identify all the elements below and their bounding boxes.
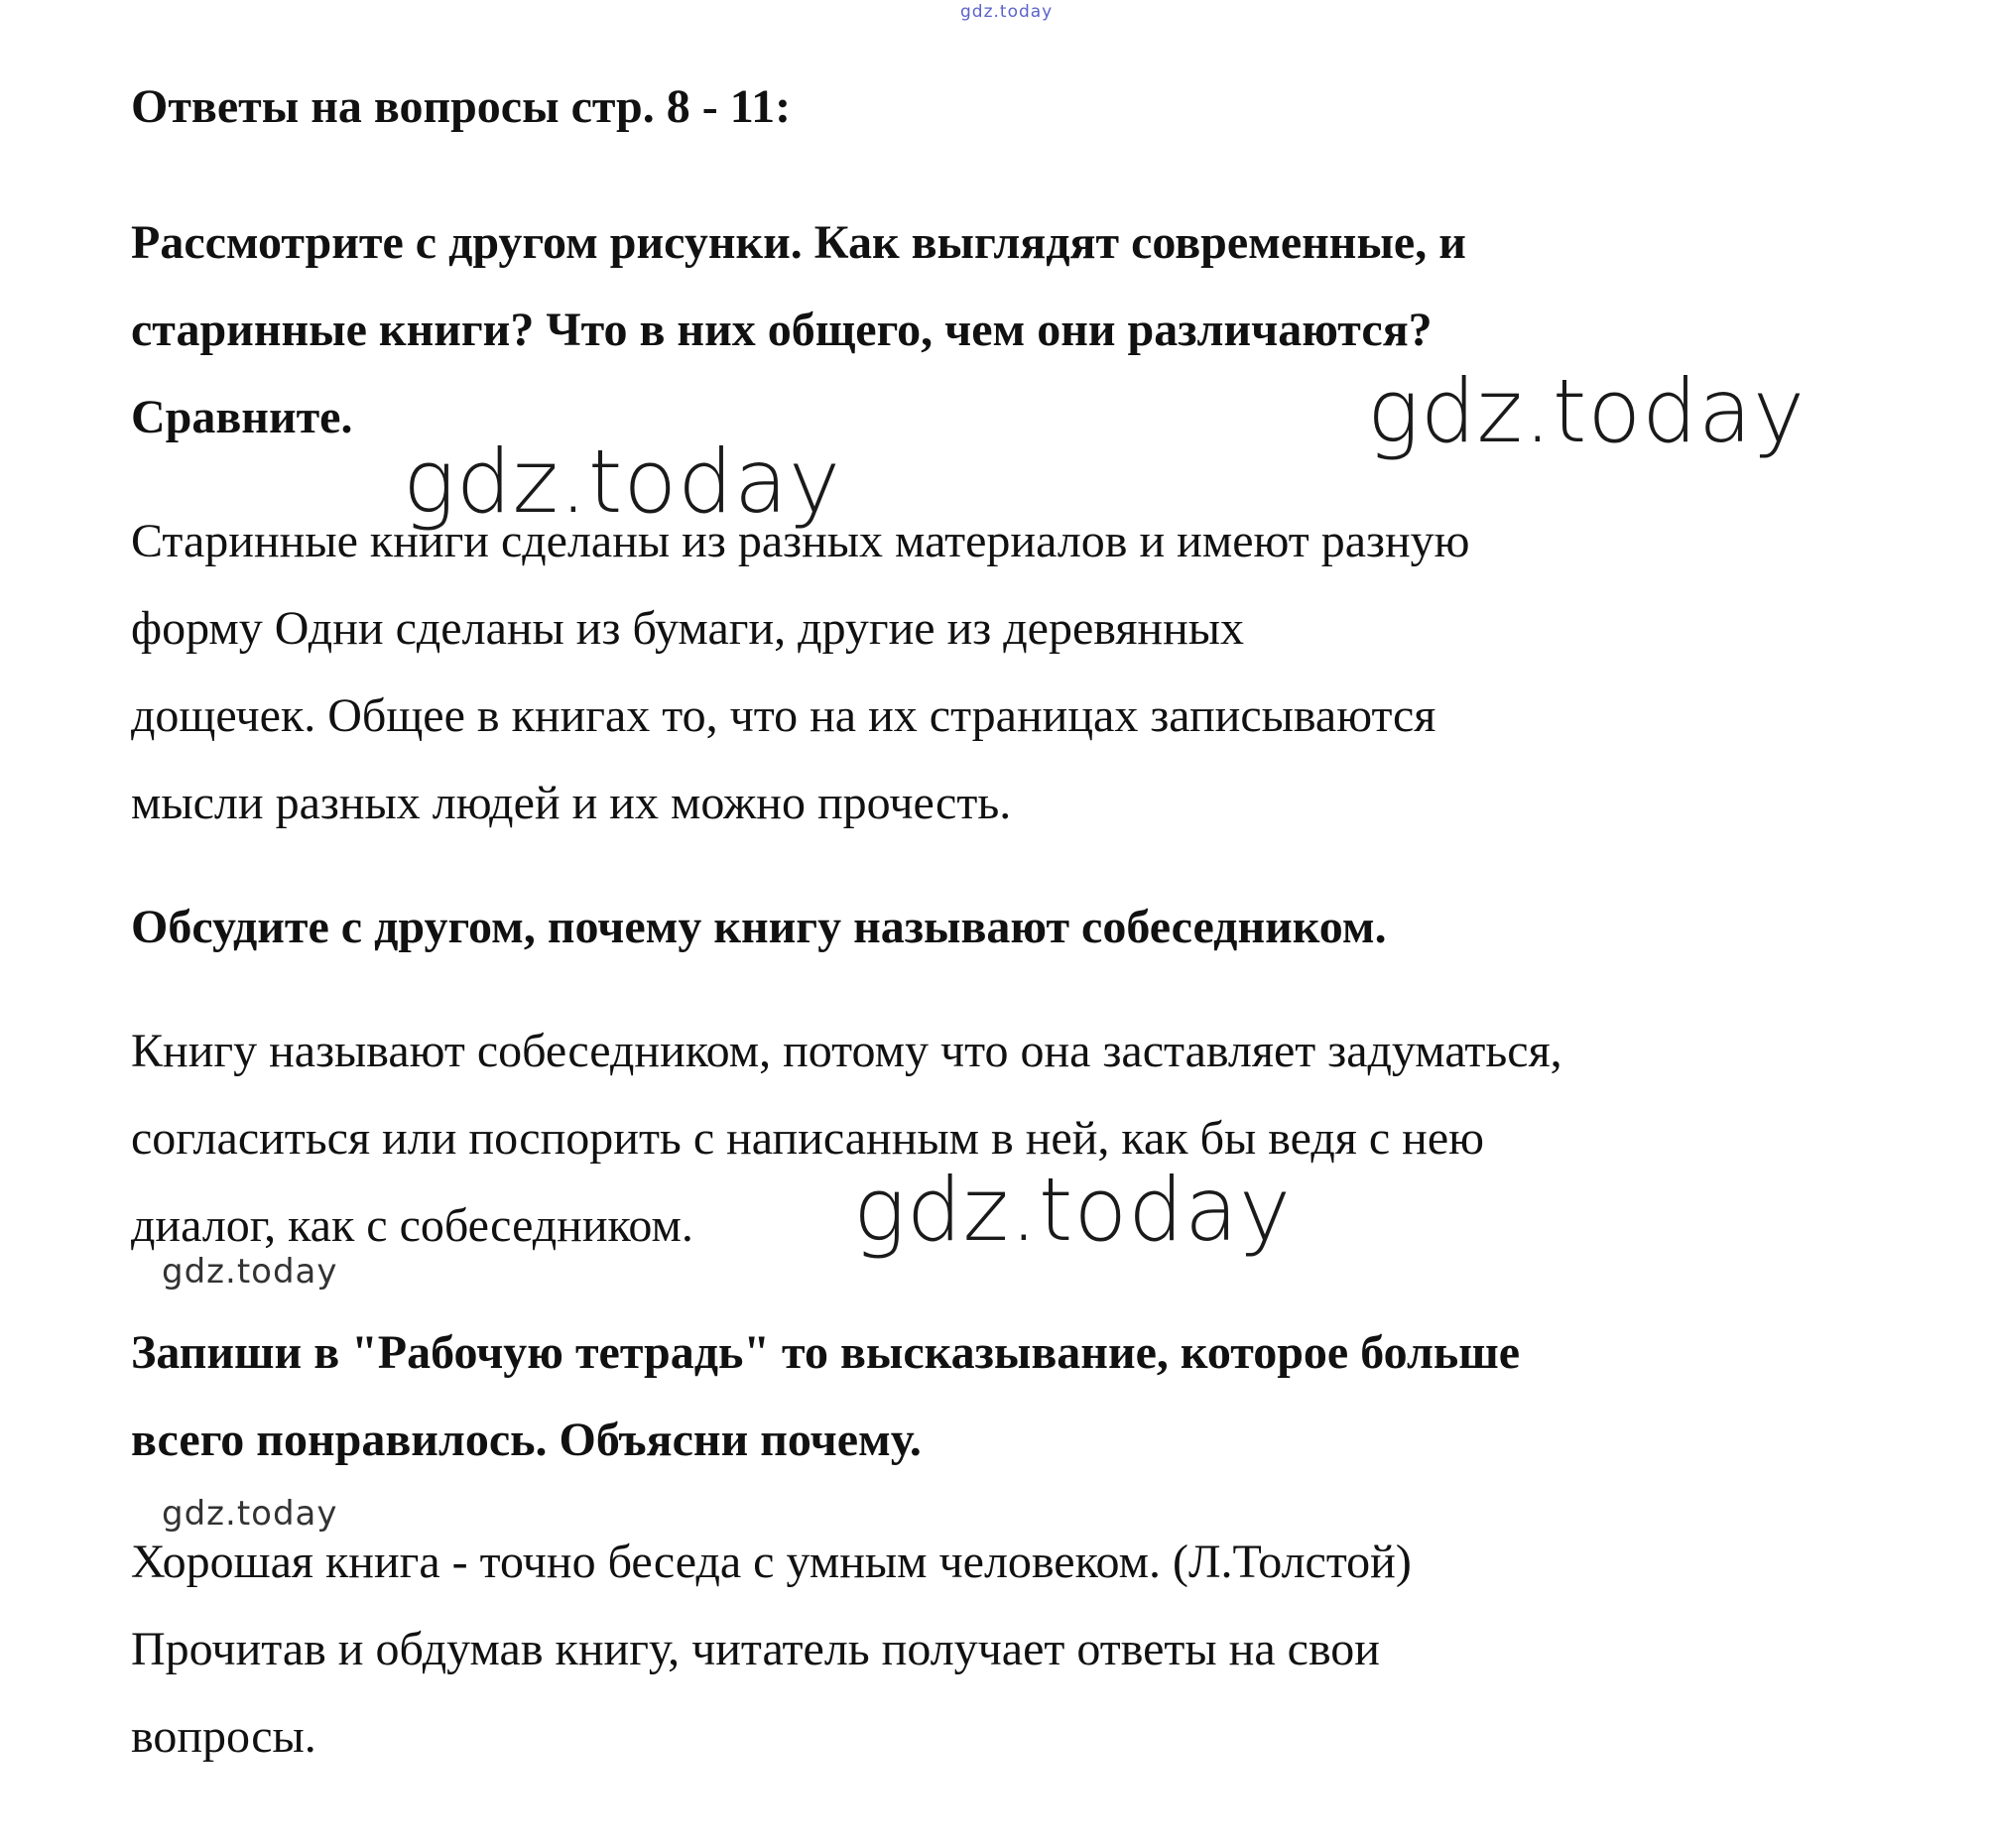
question-1-line-2: старинные книги? Что в них общего, чем они различаются? — [131, 304, 1433, 356]
watermark-top: gdz.today — [960, 2, 1054, 22]
answer-2-line-3: диалог, как с собеседником. — [131, 1199, 693, 1252]
answer-1-line-4: мысли разных людей и их можно прочесть. — [131, 777, 1012, 829]
watermark-large-right: gdz.today — [1367, 360, 1807, 462]
answer-3-line-1: Хорошая книга - точно беседа с умным человеком. (Л.Толстой) — [131, 1536, 1412, 1588]
watermark-small-2: gdz.today — [162, 1494, 338, 1534]
question-3-line-1: Запиши в "Рабочую тетрадь" то высказывание, которое больше — [131, 1326, 1521, 1379]
watermark-large-center: gdz.today — [853, 1159, 1293, 1261]
question-2-line-1: Обсудите с другом, почему книгу называют собеседником. — [131, 901, 1387, 953]
watermark-large-left: gdz.today — [403, 431, 842, 533]
answer-1-line-3: дощечек. Общее в книгах то, что на их страницах записываются — [131, 689, 1436, 742]
watermark-small-1: gdz.today — [162, 1252, 338, 1292]
answer-1-line-2: форму Одни сделаны из бумаги, другие из деревянных — [131, 602, 1245, 655]
answer-1-line-1: Старинные книги сделаны из разных материалов и имеют разную — [131, 515, 1470, 567]
answer-2-line-1: Книгу называют собеседником, потому что она заставляет задуматься, — [131, 1025, 1562, 1077]
question-3-line-2: всего понравилось. Объясни почему. — [131, 1414, 922, 1466]
page-heading: Ответы на вопросы стр. 8 - 11: — [131, 80, 792, 133]
answer-2-line-2: согласиться или поспорить с написанным в ней, как бы ведя с нею — [131, 1112, 1484, 1165]
question-1-line-3: Сравните. — [131, 391, 353, 443]
answer-3-line-2: Прочитав и обдумав книгу, читатель получает ответы на свои — [131, 1623, 1380, 1675]
answer-3-line-3: вопросы. — [131, 1710, 316, 1763]
question-1-line-1: Рассмотрите с другом рисунки. Как выглядят современные, и — [131, 216, 1466, 269]
